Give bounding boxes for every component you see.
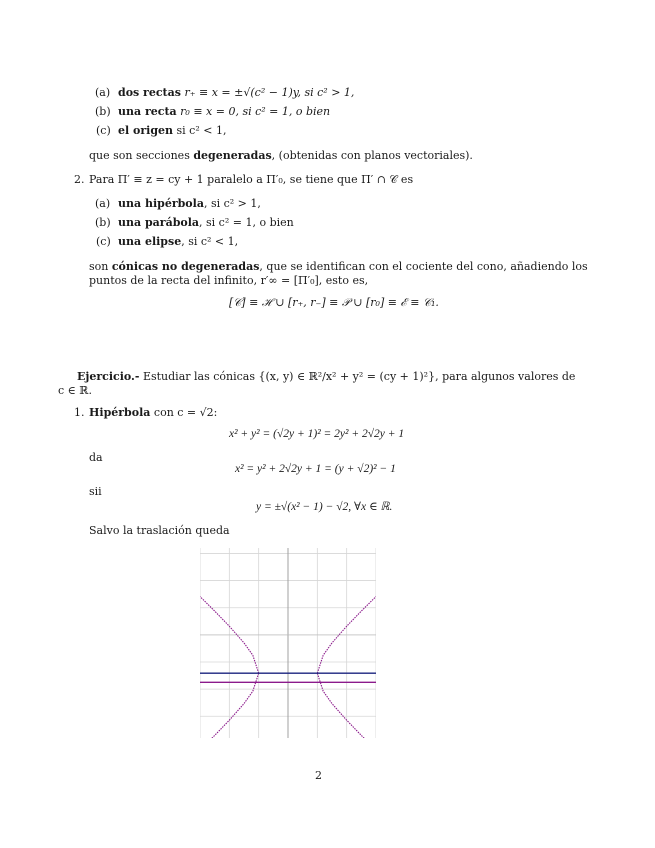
equation-3: y = ±√(x² − 1) − √2, ∀x ∈ ℝ. — [256, 501, 393, 513]
text-salvo: Salvo la traslación queda — [89, 524, 230, 537]
degen-bold: degeneradas — [193, 149, 272, 162]
list-b-mark: (b) — [95, 105, 111, 118]
degen-post: , (obtenidas con planos vectoriales). — [271, 149, 473, 162]
item2-b-rest: , si c² = 1, o bien — [199, 216, 294, 229]
item2-c-rest: , si c² < 1, — [181, 235, 239, 248]
item2-c-bold: una elipse — [118, 235, 182, 248]
conics-paragraph-line1 — [89, 260, 588, 273]
equation-1: x² + y² = (√2y + 1)² = 2y² + 2√2y + 1 — [229, 428, 405, 440]
item2-c-mark: (c) — [96, 235, 111, 248]
list-b-text — [118, 105, 330, 118]
hyperbola-bold: Hipérbola — [89, 406, 151, 419]
degenerate-paragraph — [89, 149, 473, 162]
list-c-text — [118, 124, 226, 137]
exercise-line1 — [77, 370, 575, 383]
conics-bold: cónicas no degeneradas — [111, 260, 260, 273]
exercise-bold: Ejercicio.- — [77, 370, 140, 383]
degen-pre: que son secciones — [89, 149, 190, 162]
item-2-text: Para Π′ ≡ z = cy + 1 paralelo a Π′₀, se tiene que Π′ ∩ 𝒞 es — [89, 173, 414, 186]
conics-post: , que se identifican con el cociente del cono, añadiendo los — [259, 260, 588, 273]
list-a-math: r₊ ≡ x = ±√(c² − 1)y, si c² > 1, — [184, 86, 355, 99]
hyperbola-rest: con c = √2: — [153, 406, 218, 419]
list-c-bold: el origen — [118, 124, 174, 137]
text-sii: sii — [89, 485, 102, 498]
item2-a-text — [118, 197, 261, 210]
item2-c-text — [118, 235, 238, 248]
item-2-number: 2. — [74, 173, 85, 186]
list-c-math: si c² < 1, — [176, 124, 227, 137]
exercise-line2: c ∈ ℝ. — [58, 384, 92, 397]
list-c-mark: (c) — [96, 124, 111, 137]
item2-b-text — [118, 216, 294, 229]
item2-a-rest: , si c² > 1, — [203, 197, 261, 210]
list-b-math: r₀ ≡ x = 0, si c² = 1, o bien — [180, 105, 331, 118]
list-b-bold: una recta — [118, 105, 177, 118]
item2-b-bold: una parábola — [118, 216, 200, 229]
list-a-mark: (a) — [95, 86, 111, 99]
list-a-bold: dos rectas — [118, 86, 181, 99]
page-number: 2 — [315, 769, 322, 782]
exercise-text: Estudiar las cónicas {(x, y) ∈ ℝ²/x² + y² = (cy + 1)²}, para algunos valores de — [142, 370, 576, 383]
item2-a-bold: una hipérbola — [118, 197, 204, 210]
text-da: da — [89, 451, 103, 464]
hyperbola-plot — [200, 548, 376, 738]
conics-paragraph-line2: puntos de la recta del infinito, r′∞ = [Π′₀], esto es, — [89, 274, 369, 287]
hyperbola-heading — [89, 406, 217, 419]
item2-b-mark: (b) — [95, 216, 111, 229]
item2-a-mark: (a) — [95, 197, 111, 210]
list-a-text — [118, 86, 354, 99]
conics-equation: [𝒞] ≡ ℋ ∪ [r₊, r₋] ≡ 𝒫 ∪ [r₀] ≡ ℰ ≡ 𝒞₁. — [229, 296, 439, 309]
equation-2: x² = y² + 2√2y + 1 = (y + √2)² − 1 — [235, 463, 396, 475]
hyperbola-number: 1. — [74, 406, 85, 419]
conics-pre: son — [89, 260, 109, 273]
